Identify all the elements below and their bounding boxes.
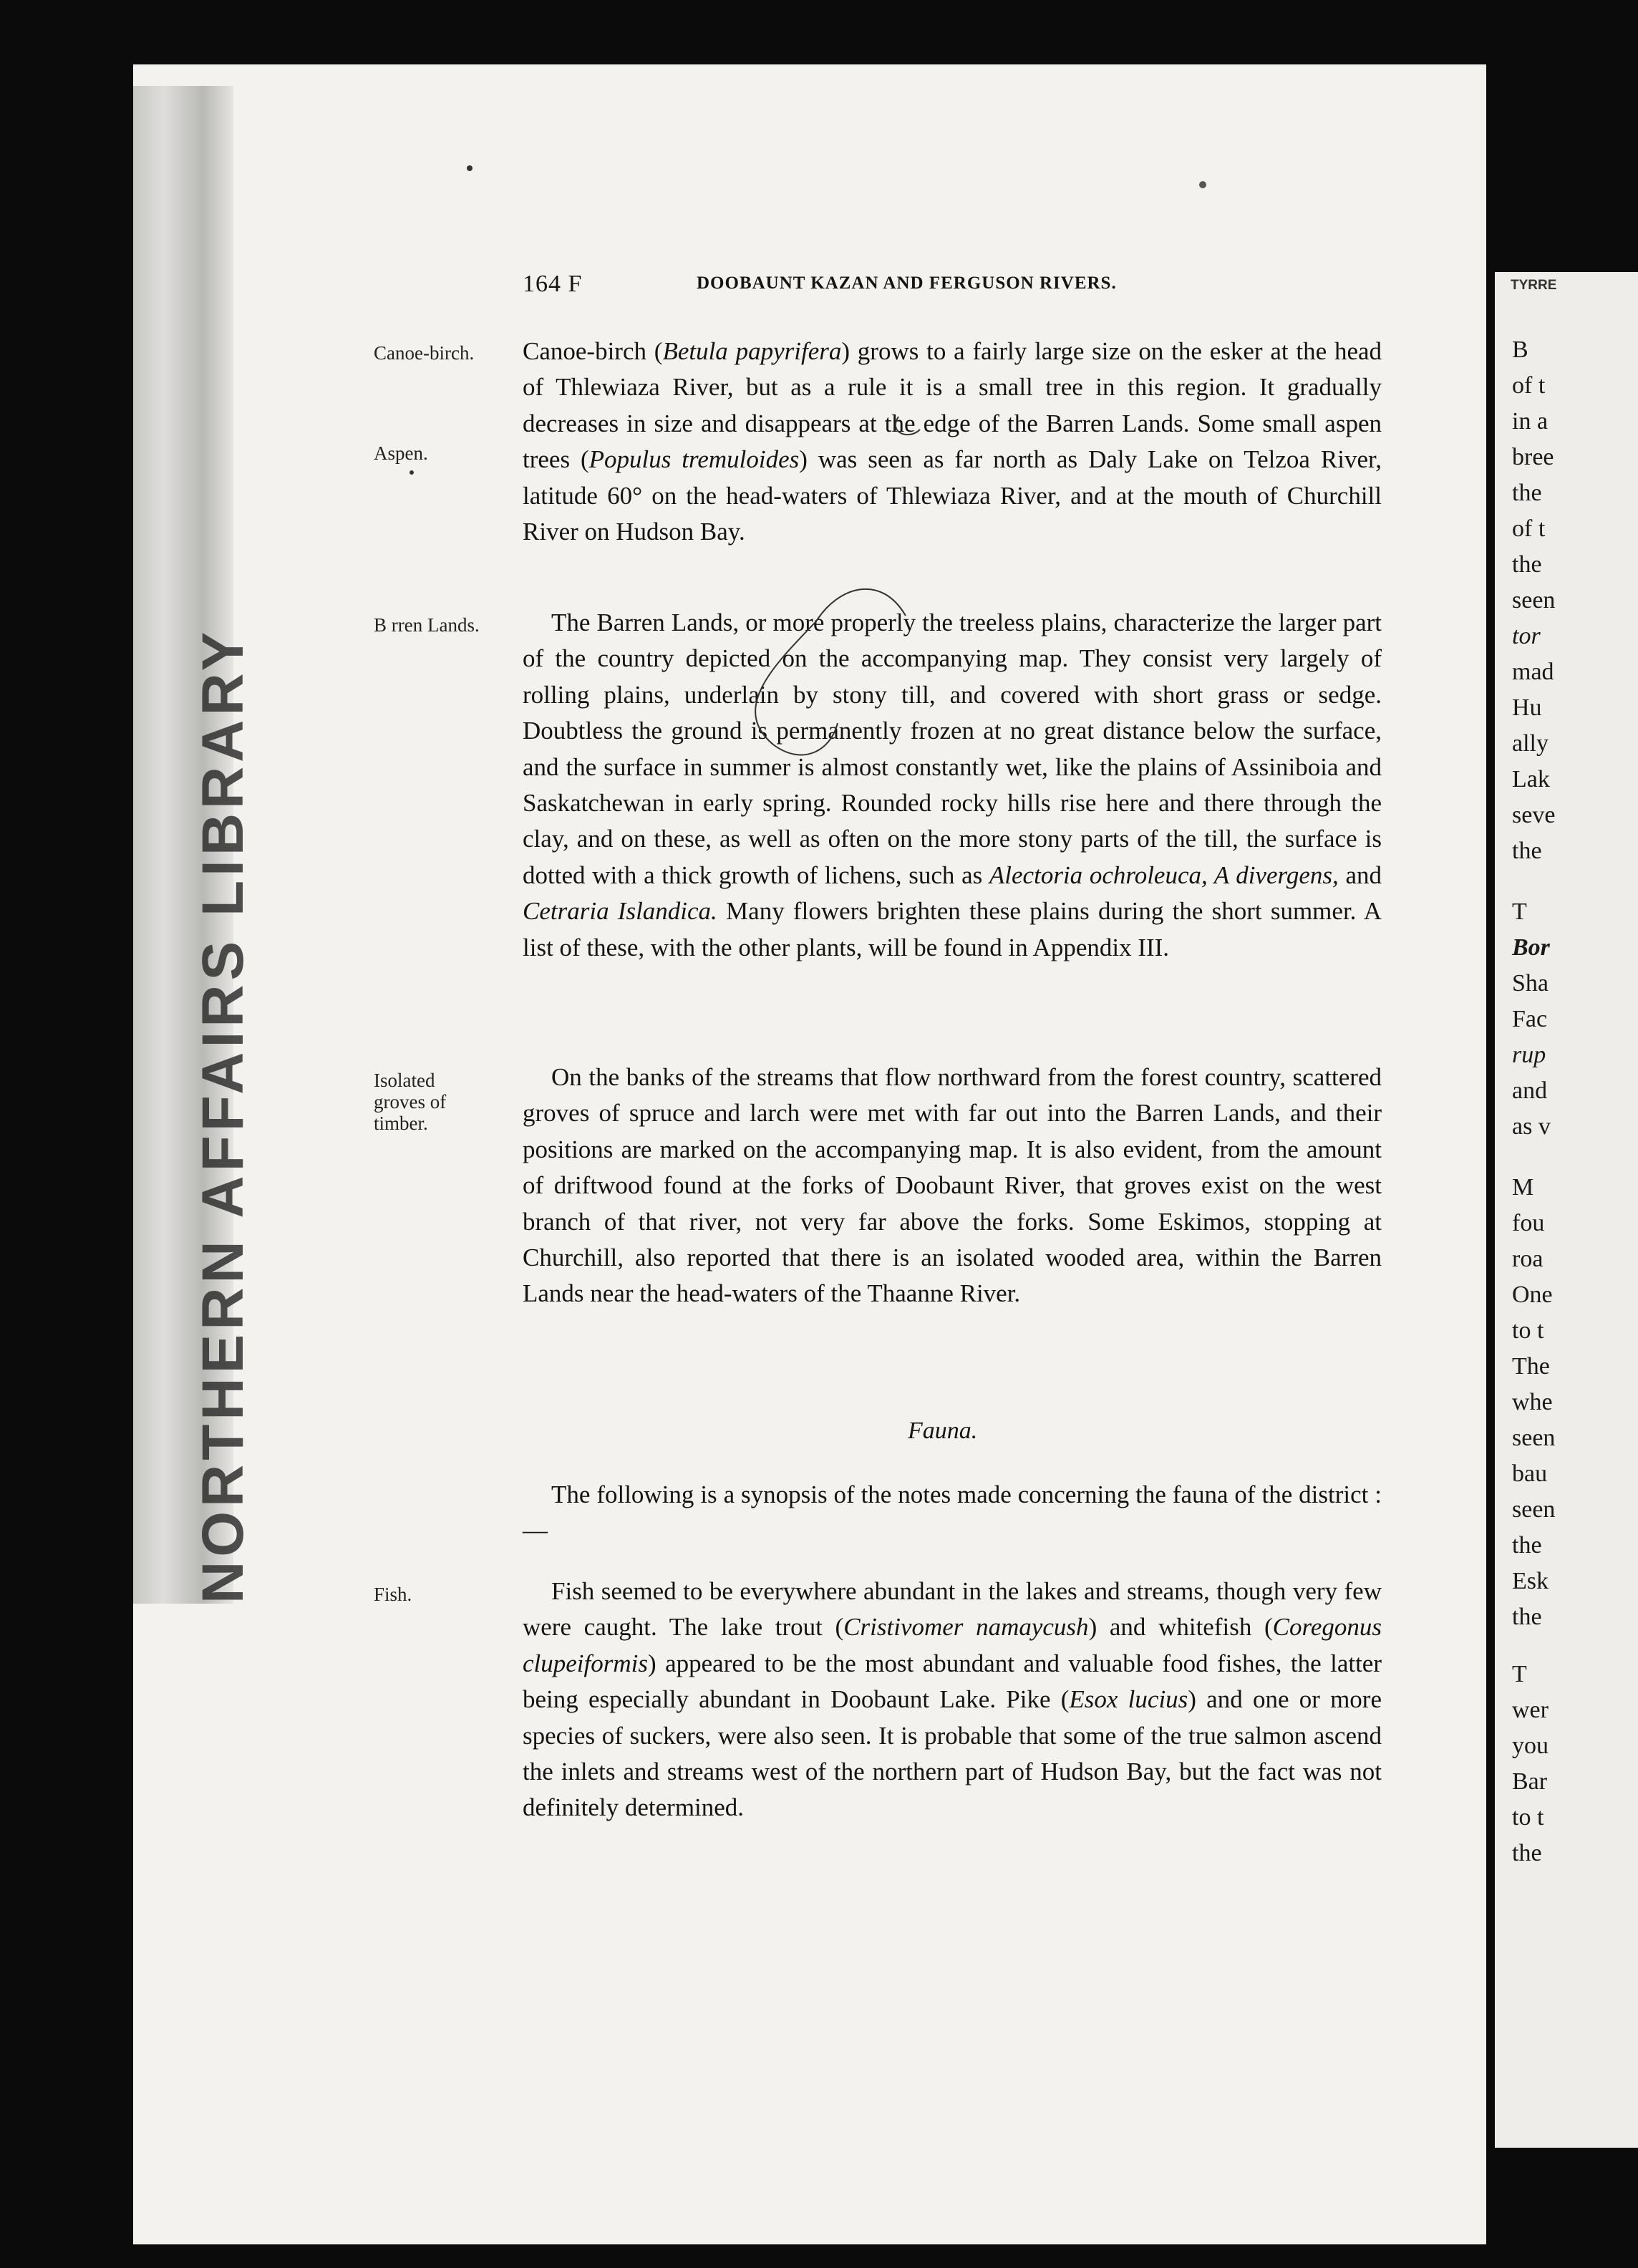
text-run: and — [1338, 861, 1382, 889]
adjacent-line: you — [1512, 1732, 1549, 1759]
margin-note-isolated-groves-line2: groves of — [374, 1091, 447, 1113]
adjacent-line: Sha — [1512, 970, 1549, 997]
paragraph-fish — [523, 1574, 1382, 1826]
page-number: 164 F — [523, 271, 583, 297]
adjacent-line: One — [1512, 1281, 1553, 1308]
adjacent-line: seen — [1512, 587, 1556, 614]
adjacent-line: The — [1512, 1353, 1550, 1380]
paragraph-barren-lands — [523, 605, 1382, 966]
adjacent-line: T — [1512, 1661, 1527, 1687]
adjacent-line: the — [1512, 1840, 1542, 1866]
adjacent-line: seen — [1512, 1496, 1556, 1523]
adjacent-line: B — [1512, 336, 1528, 363]
adjacent-line: seen — [1512, 1425, 1556, 1451]
library-stamp: NORTHERN AFFAIRS LIBRARY — [190, 627, 256, 1604]
adjacent-line: of t — [1512, 515, 1546, 542]
adjacent-line: the — [1512, 480, 1542, 506]
adjacent-page-header: TYRRE — [1511, 278, 1557, 293]
adjacent-line: bree — [1512, 444, 1554, 470]
text-run: The Barren Lands, or more properly the treeless plains, characterize the larger part of the country depicted on the accompanying map. They consist very largely of rolling plains, underlain by stony till, and covered with short grass or sedge. Doubtless the ground is permanently frozen at no great distance below the surface, and the surface in summer is almost constantly wet, like the plains of Assiniboia and Saskatchewan in early spring. Rounded rocky hills rise here and there through the clay, and on these, as well as often on the more stony parts of the till, the surface is dotted with a thick growth of lichens, such as — [523, 609, 1382, 889]
species-name: Betula papyrifera — [662, 337, 842, 365]
margin-note-fish: Fish. — [374, 1584, 412, 1605]
adjacent-line: the — [1512, 1532, 1542, 1559]
adjacent-line: fou — [1512, 1210, 1545, 1236]
text-run: ) and whitefish ( — [1088, 1613, 1273, 1642]
adjacent-line: rup — [1512, 1042, 1546, 1068]
adjacent-line: Bor — [1512, 934, 1550, 961]
adjacent-line: Fac — [1512, 1006, 1548, 1032]
species-name: Alectoria ochroleuca, A divergens, — [989, 861, 1339, 889]
adjacent-line: Lak — [1512, 766, 1550, 793]
running-header: DOOBAUNT KAZAN AND FERGUSON RIVERS. — [697, 273, 1117, 293]
species-name: Cristivomer namaycush — [843, 1613, 1089, 1642]
adjacent-line: as v — [1512, 1113, 1551, 1140]
adjacent-line: Hu — [1512, 694, 1542, 721]
text-run: ) was seen as far north as Daly Lake on Telzoa River, latitude 60° on the head-waters of Thlewiaza River, and at the mouth of Churchill River on Hudson Bay. — [523, 445, 1382, 546]
text-run: Many flowers brighten these plains during the short summer. A list of these, with the other plants, will be found in Appendix III. — [523, 897, 1382, 961]
species-name: Populus tremuloides — [588, 445, 800, 474]
species-name: Coregonus clupeiformis — [523, 1613, 1382, 1677]
text-run: ) appeared to be the most abundant and valuable food fishes, the latter being especially abundant in Doobaunt Lake. Pike ( — [523, 1649, 1382, 1714]
margin-note-isolated-groves-line3: timber. — [374, 1113, 428, 1134]
adjacent-line: the — [1512, 551, 1542, 578]
paragraph-fauna-intro: The following is a synopsis of the notes made concerning the fauna of the district :— — [523, 1480, 1382, 1545]
text-run: Fish seemed to be everywhere abundant in the lakes and streams, though very few were caught. The lake trout ( — [523, 1577, 1382, 1642]
text-run: Canoe-birch ( — [523, 337, 663, 365]
adjacent-line: Bar — [1512, 1768, 1548, 1795]
adjacent-line: wer — [1512, 1697, 1549, 1723]
adjacent-line: tor — [1512, 623, 1541, 649]
adjacent-line: bau — [1512, 1460, 1548, 1487]
paragraph-canoe-birch — [523, 334, 1382, 550]
adjacent-line: the — [1512, 1604, 1542, 1630]
adjacent-line: in a — [1512, 408, 1549, 435]
margin-note-canoe-birch: Canoe-birch. — [374, 342, 475, 364]
species-name: Cetraria Islandica. — [523, 897, 717, 926]
section-heading-fauna: Fauna. — [908, 1418, 978, 1444]
text-run: ) and one or more species of suckers, were also seen. It is probable that some of the true salmon ascend the inlets and streams west of the northern part of Hudson Bay, but the fact was not definitely determined. — [523, 1685, 1382, 1822]
margin-note-aspen: Aspen. — [374, 442, 428, 464]
adjacent-line: and — [1512, 1077, 1548, 1104]
adjacent-line: seve — [1512, 802, 1556, 828]
adjacent-line: T — [1512, 898, 1527, 925]
adjacent-line: M — [1512, 1174, 1534, 1201]
adjacent-line: roa — [1512, 1246, 1544, 1272]
margin-note-barren-lands: B rren Lands. — [374, 614, 480, 636]
adjacent-line: mad — [1512, 659, 1554, 685]
adjacent-line: of t — [1512, 372, 1546, 399]
adjacent-line: to t — [1512, 1804, 1544, 1831]
adjacent-line: Esk — [1512, 1568, 1549, 1594]
adjacent-line: whe — [1512, 1389, 1553, 1415]
adjacent-line: to t — [1512, 1317, 1544, 1344]
paragraph-isolated-groves: On the banks of the streams that flow northward from the forest country, scattered groves of spruce and larch were met with far out into the Barren Lands, and their positions are marked on the accompanying map. It is also evident, from the amount of driftwood found at the forks of Doobaunt River, that groves exist on the west branch of that river, not very far above the forks. Some Eskimos, stopping at Churchill, also reported that there is an isolated wooded area, within the Barren Lands near the head-waters of the Thaanne River. — [523, 1063, 1382, 1308]
adjacent-line: ally — [1512, 730, 1549, 757]
species-name: Esox lucius — [1069, 1685, 1188, 1714]
adjacent-line: the — [1512, 838, 1542, 864]
margin-note-isolated-groves-line1: Isolated — [374, 1070, 435, 1091]
text-run: ) grows to a fairly large size on the esker at the head of Thlewiaza River, but as a rule it is a small tree in this region. It gradually decreases in size and disappears at the edge of the Barren Lands. Some small aspen trees ( — [523, 337, 1382, 474]
